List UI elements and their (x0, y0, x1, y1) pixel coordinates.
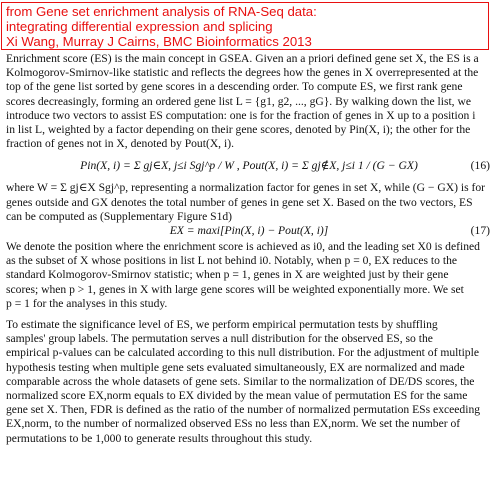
caption-line-1: from Gene set enrichment analysis of RNA-Seq data: (6, 4, 317, 19)
text-line: fraction of genes not in X, denoted by Pout(X, i). (6, 137, 234, 151)
text-line: scores; when p > 1, genes in X with large gene scores will be weighted exponentially more. We set (6, 282, 464, 296)
text-line: where W = Σ gj∈X Sgj^p, representing a normalization factor for genes in set X, while (G − GX) is for (6, 181, 486, 195)
paper-body (6, 52, 492, 446)
equation-17 (6, 224, 492, 240)
paragraph-2 (6, 181, 492, 224)
text-line: empirical p-values can be calculated according to this null distribution. For the adjustment of multiple (6, 346, 479, 360)
paragraph-3 (6, 240, 492, 311)
text-line: samples' group labels. The permutation serves a null distribution for the observed ES, so the (6, 332, 433, 346)
text-line: permutations to be 1,000 to generate results throughout this study. (6, 431, 313, 445)
paragraph-1 (6, 52, 492, 151)
caption-line-3: Xi Wang, Murray J Cairns, BMC Bioinformatics 2013 (6, 34, 312, 49)
text-line: To estimate the significance level of ES, we perform empirical permutation tests by shuffling (6, 318, 438, 332)
text-line: introduce two vectors to assist ES computation: one is for the fraction of genes in X up to a position i (6, 108, 476, 122)
text-line: top of the gene list sorted by gene scores in a descending order. To compute ES, we first rank gene (6, 80, 463, 94)
text-line: standard Kolmogorov-Smirnov statistic; when p = 1, genes in X are weighted just by their gene (6, 268, 449, 282)
text-line: in list L, weighted by a factor depending on their gene scores, denoted by Pin(X, i); the other for the (6, 123, 471, 137)
source-caption-box (1, 2, 489, 50)
text-line: We denote the position where the enrichment score is achieved as i0, and the leading set X0 is defined (6, 240, 480, 254)
text-line: p = 1 for the analyses in this study. (6, 296, 168, 310)
text-line: gene set X. Then, FDR is defined as the ratio of the number of normalized permutation ESs exceeding (6, 403, 481, 417)
text-line: Kolmogorov-Smirnov-like statistic and reflects the degrees how the genes in X overrepresented at the (6, 66, 479, 80)
equation-16-body: Pin(X, i) = Σ gj∈X, j≤i Sgj^p / W , Pout(X, i) = Σ gj∉X, j≤i 1 / (G − GX) (80, 159, 418, 173)
equation-16 (6, 151, 492, 181)
equation-16-number: (16) (470, 159, 490, 173)
text-line: normalized score EX,norm equals to EX divided by the mean value of permutation ES for the same (6, 389, 468, 403)
paragraph-gap (6, 311, 492, 318)
paragraph-4 (6, 318, 492, 446)
text-line: Enrichment score (ES) is the main concept in GSEA. Given an a priori defined gene set X, the ES is a (6, 52, 479, 65)
text-line: scores decreasingly, forming an ordered gene list L = {g1, g2, ..., gG}. By walking down the list, we (6, 94, 472, 108)
text-line: genes outside and GX denotes the total number of genes in gene set X. Based on the two vectors, ES (6, 195, 473, 209)
text-line: can be computed as (Supplementary Figure S1d) (6, 209, 233, 223)
equation-17-number: (17) (470, 224, 490, 238)
text-line: as the subset of X whose positions in list L not behind i0. Notably, when p = 0, EX reduces to the (6, 254, 458, 268)
text-line: hypothesis testing when multiple gene sets evaluated simultaneously, EX are normalized and made (6, 360, 465, 374)
text-line: comparable across the whole datasets of gene sets. Similar to the normalization of DE/DS scores, the (6, 374, 475, 388)
text-line: EX,norm, to the number of normalized observed ESs no less than EX,norm. We set the number of (6, 417, 461, 431)
equation-17-body: EX = maxi[Pin(X, i) − Pout(X, i)] (169, 224, 329, 238)
caption-line-2: integrating differential expression and splicing (6, 19, 273, 34)
